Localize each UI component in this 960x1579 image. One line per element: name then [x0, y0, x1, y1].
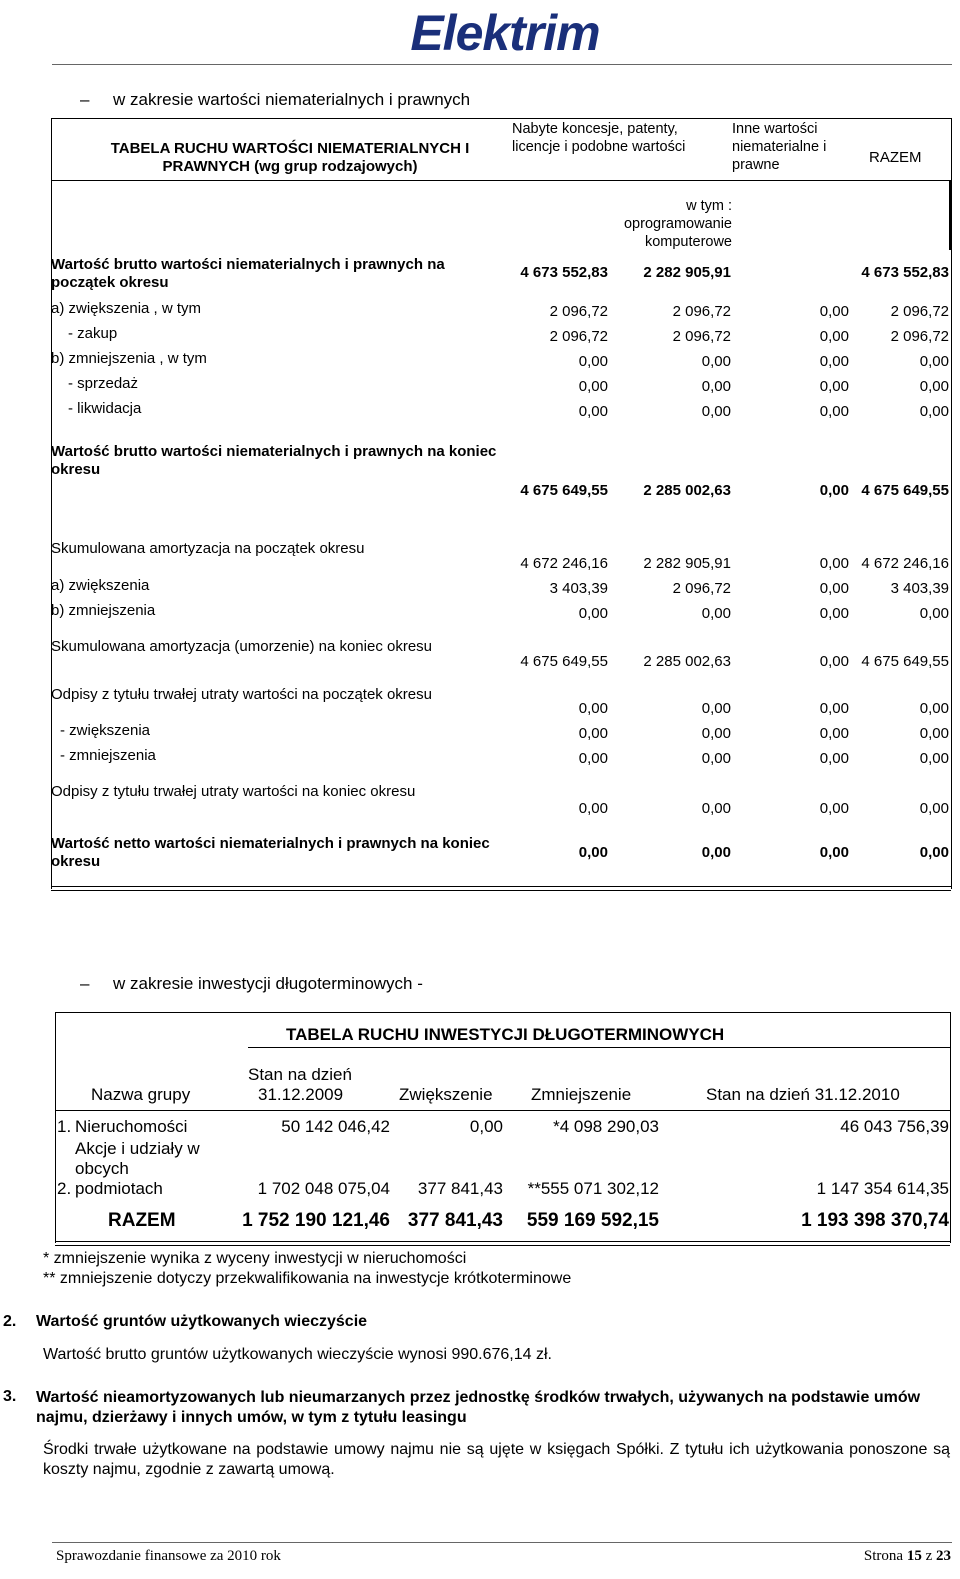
- elektrim-logo: [390, 6, 620, 62]
- row-value-v4: 0,00: [919, 844, 949, 861]
- col-header-other: Inne wartości niematerialne i prawne: [732, 121, 827, 173]
- row-value-v2: 0,00: [701, 844, 731, 861]
- row-value-v1: 2 096,72: [549, 328, 608, 345]
- footer-page-of: z: [925, 1548, 933, 1564]
- row-value-v4: 0,00: [919, 403, 949, 420]
- table-bottom-rule: [51, 886, 951, 891]
- row-value-v3: 0,00: [819, 700, 849, 717]
- row-value-v3: 0,00: [819, 800, 849, 817]
- table-subheader-line: [615, 180, 952, 181]
- row-label: b) zmniejszenia: [51, 602, 156, 619]
- row-label: a) zwiększenia , w tym: [51, 300, 202, 317]
- inv-row2-name-line2: obcych: [75, 1159, 129, 1178]
- row-label: Wartość brutto wartości niematerialnych i prawnych na koniec okresu: [51, 443, 497, 478]
- row-value-v1: 4 673 552,83: [520, 264, 608, 281]
- inv-col-start-line1: Stan na dzień: [248, 1065, 352, 1084]
- row-value-v3: 0,00: [819, 844, 849, 861]
- row-value-v1: 0,00: [578, 403, 608, 420]
- row-value-v2: 0,00: [701, 353, 731, 370]
- inv-row1-no: 1.: [57, 1117, 72, 1136]
- footer-page-prefix: Strona: [863, 1548, 904, 1564]
- row-value-v2: 0,00: [701, 700, 731, 717]
- row-value-v1: 4 675 649,55: [520, 653, 608, 670]
- section1-bullet: –: [80, 90, 90, 109]
- row-label: - likwidacja: [68, 400, 142, 417]
- inv-total-start: 1 752 190 121,46: [242, 1210, 390, 1231]
- row-value-v2: 0,00: [701, 725, 731, 742]
- point2-number: 2.: [3, 1313, 17, 1330]
- row-label: - zmniejszenia: [60, 747, 156, 764]
- investments-rows-line: [55, 1110, 950, 1111]
- point3-number: 3.: [3, 1388, 17, 1405]
- point3-heading: Wartość nieamortyzowanych lub nieumarzanych przez jednostkę środków trwałych, używanych na podstawie umów najmu, dzierżawy i innych umów, w tym z tytułu leasingu: [36, 1389, 921, 1426]
- investments-table-title: TABELA RUCHU INWESTYCJI DŁUGOTERMINOWYCH: [286, 1025, 725, 1044]
- row-value-v4: 2 096,72: [890, 303, 949, 320]
- row-value-v4: 0,00: [919, 353, 949, 370]
- inv-col-name: Nazwa grupy: [91, 1085, 191, 1104]
- row-value-v1: 4 672 246,16: [520, 555, 608, 572]
- inv-row2-name-line3: podmiotach: [75, 1179, 163, 1198]
- row-value-v3: 0,00: [819, 653, 849, 670]
- logo-text: Elektrim: [410, 6, 600, 61]
- row-label: Odpisy z tytułu trwałej utraty wartości na początek okresu: [51, 686, 432, 703]
- inv-total-end: 1 193 398 370,74: [801, 1210, 949, 1231]
- row-value-v4: 2 096,72: [890, 328, 949, 345]
- row-label: Skumulowana amortyzacja (umorzenie) na koniec okresu: [51, 638, 433, 655]
- inv-total-label: RAZEM: [108, 1210, 176, 1231]
- inv-row2-decrease: **555 071 302,12: [527, 1179, 659, 1198]
- row-value-v2: 0,00: [701, 378, 731, 395]
- row-label: Wartość netto wartości niematerialnych i prawnych na koniec okresu: [51, 835, 490, 870]
- header-divider: [52, 64, 952, 65]
- row-label: b) zmniejszenia , w tym: [51, 350, 207, 367]
- row-label: - sprzedaż: [68, 375, 139, 392]
- row-label: - zakup: [68, 325, 118, 342]
- row-value-v3: 0,00: [819, 303, 849, 320]
- row-label: - zwiększenia: [60, 722, 151, 739]
- inv-row1-start: 50 142 046,42: [281, 1117, 390, 1136]
- row-value-v4: 0,00: [919, 378, 949, 395]
- row-value-v4: 0,00: [919, 700, 949, 717]
- row-label: Odpisy z tytułu trwałej utraty wartości na koniec okresu: [51, 783, 416, 800]
- row-value-v1: 0,00: [578, 378, 608, 395]
- row-value-v1: 2 096,72: [549, 303, 608, 320]
- row-value-v2: 0,00: [701, 403, 731, 420]
- footer-page-current: 15: [906, 1548, 922, 1564]
- row-value-v2: 2 285 002,63: [643, 653, 731, 670]
- point2-heading: Wartość gruntów użytkowanych wieczyście: [36, 1313, 368, 1330]
- row-label: Wartość brutto wartości niematerialnych i prawnych na początek okresu: [51, 256, 445, 291]
- inv-row1-increase: 0,00: [469, 1117, 503, 1136]
- row-value-v4: 3 403,39: [890, 580, 949, 597]
- row-value-v1: 0,00: [578, 353, 608, 370]
- inv-row2-increase: 377 841,43: [417, 1179, 503, 1198]
- table-right-rule: [949, 180, 951, 250]
- inv-row2-name-line1: Akcje i udziały w: [75, 1139, 200, 1158]
- point3-text: Środki trwałe użytkowane na podstawie umowy najmu nie są ujęte w księgach Spółki. Z tytułu ich użytkowania ponoszone są koszty najmu, zgodnie z zawartą umową.: [43, 1441, 950, 1478]
- section2-heading: w zakresie inwestycji długoterminowych -: [113, 974, 423, 993]
- row-value-v3: 0,00: [819, 482, 849, 499]
- row-value-v3: 0,00: [819, 605, 849, 622]
- row-value-v3: 0,00: [819, 580, 849, 597]
- row-label: Skumulowana amortyzacja na początek okresu: [51, 540, 365, 557]
- row-value-v1: 0,00: [578, 700, 608, 717]
- row-value-v3: 0,00: [819, 725, 849, 742]
- row-value-v3: 0,00: [819, 328, 849, 345]
- intangibles-table: [51, 118, 952, 889]
- row-value-v2: 0,00: [701, 750, 731, 767]
- col-header-software: w tym : oprogramowanie komputerowe: [623, 198, 732, 250]
- row-value-v2: 2 285 002,63: [643, 482, 731, 499]
- footer-divider: [52, 1542, 952, 1543]
- row-value-v1: 0,00: [578, 800, 608, 817]
- row-value-v3: 0,00: [819, 403, 849, 420]
- inv-row1-decrease: *4 098 290,03: [553, 1117, 659, 1136]
- inv-row1-end: 46 043 756,39: [840, 1117, 949, 1136]
- row-value-v2: 2 096,72: [672, 580, 731, 597]
- row-value-v4: 4 675 649,55: [861, 653, 949, 670]
- row-value-v2: 2 282 905,91: [643, 264, 731, 281]
- row-value-v4: 0,00: [919, 605, 949, 622]
- row-value-v4: 4 673 552,83: [861, 264, 949, 281]
- inv-col-end: Stan na dzień 31.12.2010: [706, 1085, 900, 1104]
- inv-row2-end: 1 147 354 614,35: [816, 1179, 949, 1198]
- investments-bottom-rule: [55, 1241, 950, 1246]
- row-value-v2: 2 096,72: [672, 303, 731, 320]
- footnote-1: * zmniejszenie wynika z wyceny inwestycji w nieruchomości: [43, 1250, 467, 1267]
- footnote-2: ** zmniejszenie dotyczy przekwalifikowania na inwestycje krótkoterminowe: [43, 1270, 572, 1287]
- row-value-v2: 0,00: [701, 800, 731, 817]
- col-header-total: RAZEM: [869, 149, 922, 166]
- investments-header-line: [248, 1047, 950, 1048]
- row-value-v1: 0,00: [578, 844, 608, 861]
- row-value-v3: 0,00: [819, 750, 849, 767]
- inv-row2-no: 2.: [57, 1179, 72, 1198]
- row-value-v3: 0,00: [819, 555, 849, 572]
- section1-heading: w zakresie wartości niematerialnych i prawnych: [113, 90, 471, 109]
- row-value-v2: 0,00: [701, 605, 731, 622]
- footer-title: Sprawozdanie finansowe za 2010 rok: [56, 1548, 281, 1564]
- inv-col-decrease: Zmniejszenie: [531, 1085, 632, 1104]
- row-value-v1: 0,00: [578, 605, 608, 622]
- row-value-v4: 0,00: [919, 750, 949, 767]
- row-value-v1: 3 403,39: [549, 580, 608, 597]
- col-header-licences: Nabyte koncesje, patenty, licencje i podobne wartości: [512, 121, 686, 155]
- row-value-v1: 0,00: [578, 750, 608, 767]
- footer-page-total: 23: [936, 1548, 951, 1564]
- section2-bullet: –: [80, 974, 90, 993]
- row-value-v2: 2 096,72: [672, 328, 731, 345]
- inv-total-decrease: 559 169 592,15: [526, 1210, 659, 1231]
- inv-total-increase: 377 841,43: [407, 1210, 503, 1231]
- inv-col-start-line2: 31.12.2009: [258, 1085, 344, 1104]
- inv-row2-start: 1 702 048 075,04: [257, 1179, 390, 1198]
- row-value-v4: 0,00: [919, 800, 949, 817]
- row-value-v4: 4 675 649,55: [861, 482, 949, 499]
- row-value-v3: 0,00: [819, 378, 849, 395]
- row-value-v4: 0,00: [919, 725, 949, 742]
- inv-row1-name: Nieruchomości: [75, 1117, 188, 1136]
- inv-col-increase: Zwiększenie: [399, 1085, 493, 1104]
- intangibles-table-title: TABELA RUCHU WARTOŚCI NIEMATERIALNYCH I PRAWNYCH (wg grup rodzajowych): [110, 140, 470, 175]
- row-value-v4: 4 672 246,16: [861, 555, 949, 572]
- row-value-v1: 4 675 649,55: [520, 482, 608, 499]
- footer-page-number: [864, 1548, 951, 1565]
- row-value-v1: 0,00: [578, 725, 608, 742]
- row-label: a) zwiększenia: [51, 577, 150, 594]
- row-value-v3: 0,00: [819, 353, 849, 370]
- point2-text: Wartość brutto gruntów użytkowanych wieczyście wynosi 990.676,14 zł.: [43, 1346, 552, 1363]
- row-value-v2: 2 282 905,91: [643, 555, 731, 572]
